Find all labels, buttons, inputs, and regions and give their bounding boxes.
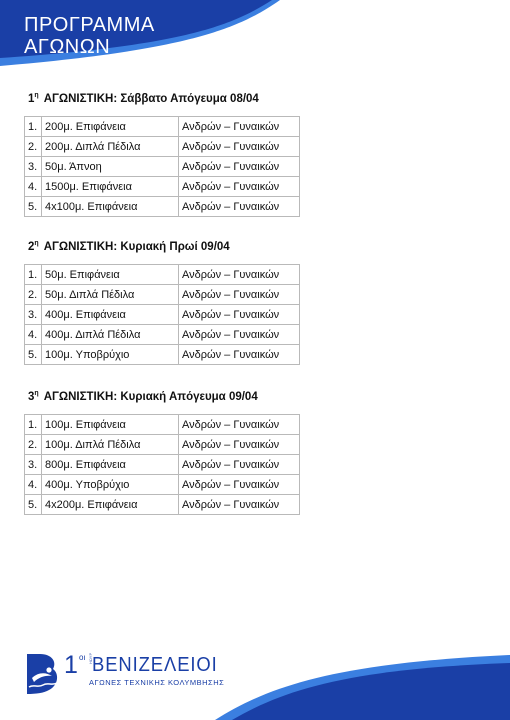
swimmer-logo-icon	[24, 652, 62, 696]
event-name: 200μ. Διπλά Πέδιλα	[42, 137, 179, 157]
event-category: Ανδρών – Γυναικών	[179, 495, 300, 515]
event-number: 3.	[25, 157, 42, 177]
event-category: Ανδρών – Γυναικών	[179, 285, 300, 305]
table-row	[25, 305, 300, 325]
event-number: 2.	[25, 285, 42, 305]
table-row	[25, 495, 300, 515]
event-name: 50μ. Διπλά Πέδιλα	[42, 285, 179, 305]
event-number: 5.	[25, 495, 42, 515]
session-3	[24, 386, 300, 515]
session-title: ΑΓΩΝΙΣΤΙΚΗ: Σάββατο Απόγευμα 08/04	[43, 92, 259, 105]
event-number: 4.	[25, 325, 42, 345]
event-number: 3.	[25, 305, 42, 325]
event-category: Ανδρών – Γυναικών	[179, 415, 300, 435]
session-2	[24, 236, 300, 365]
event-category: Ανδρών – Γυναικών	[179, 177, 300, 197]
logo-edition-number: 1	[64, 651, 78, 679]
event-category: Ανδρών – Γυναικών	[179, 157, 300, 177]
table-row	[25, 345, 300, 365]
session-heading	[28, 88, 300, 104]
logo-name: ΒΕΝΙΖΕΛΕΙΟΙ	[92, 654, 218, 676]
table-row	[25, 285, 300, 305]
event-category: Ανδρών – Γυναικών	[179, 305, 300, 325]
event-number: 3.	[25, 455, 42, 475]
table-row	[25, 197, 300, 217]
table-row	[25, 455, 300, 475]
session-title: ΑΓΩΝΙΣΤΙΚΗ: Κυριακή Απόγευμα 09/04	[43, 390, 258, 403]
event-number: 1.	[25, 117, 42, 137]
event-category: Ανδρών – Γυναικών	[179, 325, 300, 345]
events-table	[24, 116, 300, 217]
event-category: Ανδρών – Γυναικών	[179, 197, 300, 217]
session-ordinal-suffix: η	[34, 240, 39, 247]
event-category: Ανδρών – Γυναικών	[179, 137, 300, 157]
table-row	[25, 415, 300, 435]
table-row	[25, 325, 300, 345]
event-name: 50μ. Άπνοη	[42, 157, 179, 177]
events-table	[24, 414, 300, 515]
event-number: 2.	[25, 137, 42, 157]
session-ordinal-suffix: η	[34, 92, 39, 99]
event-name: 400μ. Υποβρύχιο	[42, 475, 179, 495]
events-table	[24, 264, 300, 365]
event-name: 1500μ. Επιφάνεια	[42, 177, 179, 197]
event-name: 100μ. Υποβρύχιο	[42, 345, 179, 365]
session-ordinal: 3	[28, 390, 35, 403]
event-number: 1.	[25, 415, 42, 435]
table-row	[25, 157, 300, 177]
event-name: 100μ. Επιφάνεια	[42, 415, 179, 435]
session-title: ΑΓΩΝΙΣΤΙΚΗ: Κυριακή Πρωί 09/04	[43, 240, 230, 253]
event-name: 50μ. Επιφάνεια	[42, 265, 179, 285]
session-heading	[28, 386, 300, 402]
event-name: 4x200μ. Επιφάνεια	[42, 495, 179, 515]
session-ordinal-suffix: η	[34, 390, 39, 397]
event-number: 4.	[25, 177, 42, 197]
event-category: Ανδρών – Γυναικών	[179, 345, 300, 365]
event-number: 5.	[25, 197, 42, 217]
logo-vertical-text: ΗΩΥΡ	[88, 652, 93, 664]
table-row	[25, 177, 300, 197]
session-1	[24, 88, 300, 217]
event-name: 4x100μ. Επιφάνεια	[42, 197, 179, 217]
event-category: Ανδρών – Γυναικών	[179, 455, 300, 475]
table-row	[25, 137, 300, 157]
session-heading	[28, 236, 300, 252]
page-title-line2: ΑΓΩΝΩΝ	[24, 36, 111, 58]
event-name: 200μ. Επιφάνεια	[42, 117, 179, 137]
event-category: Ανδρών – Γυναικών	[179, 475, 300, 495]
event-category: Ανδρών – Γυναικών	[179, 435, 300, 455]
event-name: 100μ. Διπλά Πέδιλα	[42, 435, 179, 455]
event-number: 5.	[25, 345, 42, 365]
session-ordinal: 1	[28, 92, 35, 105]
table-row	[25, 117, 300, 137]
event-name: 400μ. Επιφάνεια	[42, 305, 179, 325]
session-ordinal: 2	[28, 240, 35, 253]
event-number: 1.	[25, 265, 42, 285]
logo-edition-suffix: οι	[79, 653, 86, 662]
event-category: Ανδρών – Γυναικών	[179, 117, 300, 137]
table-row	[25, 475, 300, 495]
event-name: 400μ. Διπλά Πέδιλα	[42, 325, 179, 345]
logo-subtitle: ΑΓΩΝΕΣ ΤΕΧΝΙΚΗΣ ΚΟΛΥΜΒΗΣΗΣ	[89, 678, 225, 687]
event-name: 800μ. Επιφάνεια	[42, 455, 179, 475]
event-number: 2.	[25, 435, 42, 455]
page-title-line1: ΠΡΟΓΡΑΜΜΑ	[24, 14, 155, 36]
table-row	[25, 265, 300, 285]
event-category: Ανδρών – Γυναικών	[179, 265, 300, 285]
table-row	[25, 435, 300, 455]
event-number: 4.	[25, 475, 42, 495]
page-title	[24, 14, 155, 58]
